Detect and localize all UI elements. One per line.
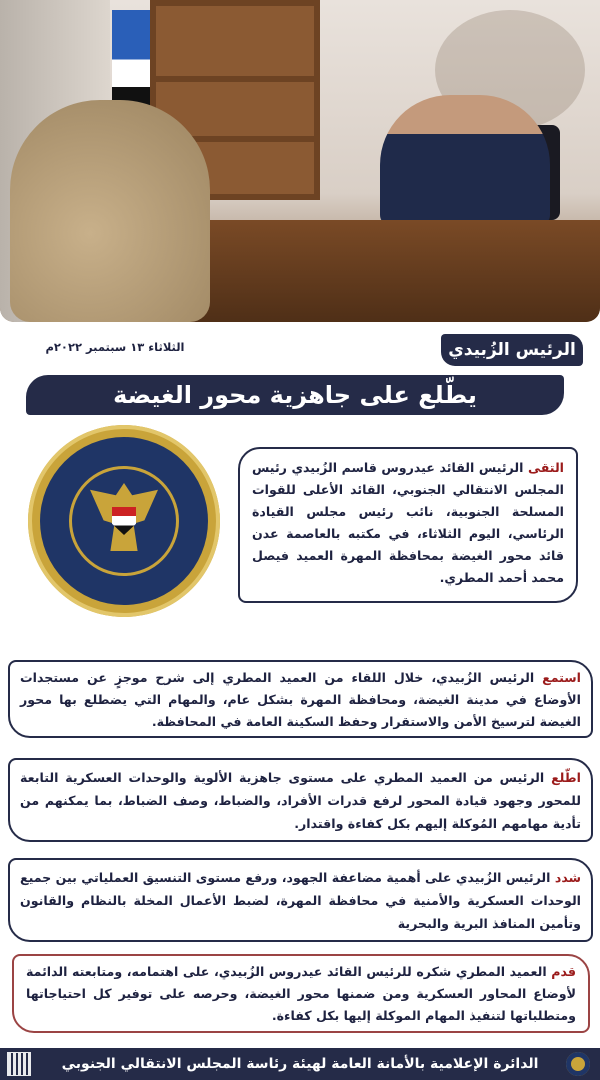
footer (0, 1048, 600, 1080)
paragraph-4 (8, 858, 593, 942)
paragraph-text: الرئيس الزُبيدي على أهمية مضاعفة الجهود، ورفع مستوى التنسيق العملياتي بين جميع الوحدات العسكرية والأمنية في محافظة المهرة، لضبط الأعمال المخلة بالنظام والقانون وتأمين المنافذ البرية والبحرية (20, 870, 581, 931)
qr-code-icon (8, 1053, 30, 1075)
paragraph-text: الرئيس الزُبيدي، خلال اللقاء من العميد المطري إلى شرح موجزٍ عن مستجدات الأوضاع في مدينة الغيضة، ومحافظة المهرة بشكل عام، والمهام التي يضطلع بها محور الغيضة لترسيخ الأمن والاستقرار وحفظ السكينة العامة في المحافظة. (20, 670, 581, 729)
footer-text: الدائرة الإعلامية بالأمانة العامة لهيئة رئاسة المجلس الانتقالي الجنوبي (61, 1056, 539, 1072)
paragraph-3 (8, 758, 593, 842)
lead-word: شدد (554, 870, 581, 885)
name-tag: الرئيس الزُبيدي (441, 334, 583, 366)
lead-word: اطّلع (551, 770, 581, 785)
headline: يطّلع على جاهزية محور الغيضة (26, 375, 564, 415)
paragraph-text: الرئيس من العميد المطري على مستوى جاهزية الألوية والوحدات العسكرية التابعة للمحور وجهود قيادة المحور لرفع قدرات الأفراد، والضباط، وصف الضباط، بما يمكنهم من تأدية مهامهم المُوكلة إليهم بكل كفاءة واقتدار. (20, 770, 581, 831)
council-logo-small-icon (566, 1052, 590, 1076)
lead-word: استمع (542, 670, 581, 685)
person-president (380, 95, 550, 225)
lead-word: التقى (528, 460, 564, 475)
council-logo (28, 425, 220, 617)
lead-word: قدم (551, 964, 576, 979)
paragraph-text: الرئيس القائد عيدروس قاسم الزُبيدي رئيس المجلس الانتقالي الجنوبي، القائد الأعلى للقوات المسلحة الجنوبية، نائب رئيس مجلس القيادة الرئاسي، اليوم الثلاثاء، في مكتبه بالعاصمة عدن قائد محور الغيضة بمحافظة المهرة العميد فيصل محمد أحمد المطري. (252, 460, 564, 585)
paragraph-5 (12, 954, 590, 1033)
paragraph-2 (8, 660, 593, 738)
meeting-photo (0, 0, 600, 322)
paragraph-1 (238, 447, 578, 603)
paragraph-text: العميد المطري شكره للرئيس القائد عيدروس الزُبيدي، على اهتمامه، ومتابعته الدائمة لأوضاع المحاور العسكرية ومن ضمنها محور الغيضة، وحرصه على توفير كل احتياجاتها ومتطلباتها لتنفيذ المهام الموكلة إليها بكل كفاءة. (26, 964, 576, 1023)
date: الثلاثاء ١٣ سبتمبر ٢٠٢٢م (45, 340, 185, 354)
person-officer (10, 100, 210, 322)
